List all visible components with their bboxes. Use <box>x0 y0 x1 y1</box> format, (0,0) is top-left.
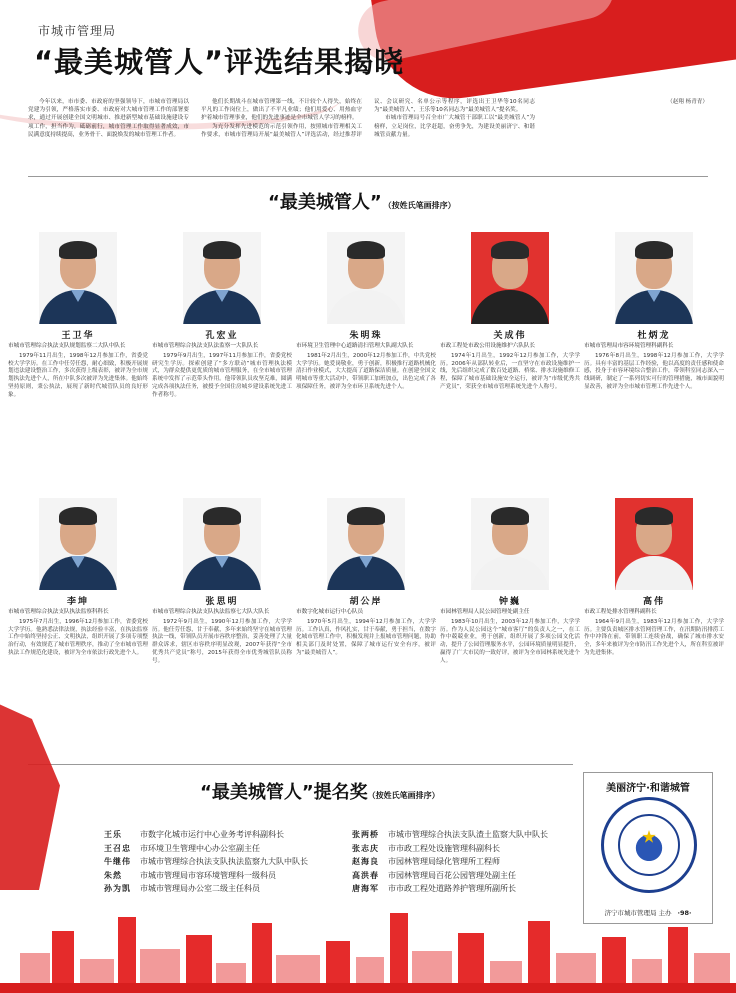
winner-name: 李坤 <box>66 597 89 607</box>
page-number: ·98· <box>677 909 692 917</box>
winner-title: 市政工程处市政公用设施维护六队队长 <box>440 343 536 349</box>
nominees-heading <box>200 778 440 804</box>
page-title: “最美城管人”评选结果揭晓 <box>34 45 405 79</box>
list-item <box>104 842 308 856</box>
nominee-desc: 市数字化城市运行中心业务考评科副科长 <box>140 830 284 839</box>
nominee-name: 朱然 <box>104 870 122 880</box>
winners-heading <box>268 188 456 214</box>
nominee-name: 高洪春 <box>352 870 379 880</box>
emblem-box <box>583 772 713 924</box>
emblem-title: 美丽济宁·和谐城管 <box>606 783 690 794</box>
section-label: 市城市管理局 <box>38 24 117 38</box>
winner-bio: 1983年10月出生，2003年12月参加工作，大学学历。作为人民公园这个“城市客厅”的负责人之一，在工作中兢兢业业，勇于创新，组织开展了多项公园文化活动，提升了公园管理服务水平，公园环境质量明显提升，赢得了广大市民的一致好评，被评为全市园林系统先进个人。 <box>440 618 580 665</box>
nominee-name: 牛继伟 <box>104 857 131 866</box>
winner-title: 市城市管理综合执法支队执法监察七大队大队长 <box>152 609 270 615</box>
winners-heading-note: （按姓氏笔画排序） <box>383 201 456 210</box>
nominee-desc: 市城市管理综合执法支队渣土监察大队中队长 <box>388 830 548 839</box>
winner-card <box>584 232 724 392</box>
nominee-name: 张志庆 <box>352 843 379 853</box>
winner-card <box>440 498 580 666</box>
winner-bio: 1981年2月出生，2000年12月参加工作，中共党校大学学历。她爱岗敬业，勇于创新，积极推行道路机械化清扫作业模式，大大提高了道路保洁质量。在创建全国文明城市等重大活动中，带领职工加班加点，出色完成了各项保障任务，被评为全市环卫系统先进个人。 <box>296 352 436 391</box>
winner-name: 钟巍 <box>498 597 521 607</box>
winner-card <box>152 232 292 400</box>
list-item <box>104 828 308 842</box>
portrait-photo <box>183 232 261 324</box>
portrait-photo <box>327 498 405 590</box>
portrait-photo <box>471 232 549 324</box>
winner-card <box>8 232 148 400</box>
winner-title: 市环境卫生管理中心道路清扫管理大队副大队长 <box>296 343 414 349</box>
divider <box>28 764 573 765</box>
list-item <box>104 869 308 883</box>
nominee-desc: 市城市管理综合执法支队执法监察九大队中队长 <box>140 857 308 866</box>
nominee-desc: 市园林管理局绿化管理所工程师 <box>388 857 500 866</box>
portrait-photo <box>39 232 117 324</box>
winner-title: 市城市管理局市容环境管理科副科长 <box>584 343 674 349</box>
list-item <box>352 882 548 896</box>
nominee-list-right <box>352 828 548 896</box>
winner-name: 朱明珠 <box>349 331 383 341</box>
nominee-desc: 市环境卫生管理中心办公室副主任 <box>140 843 260 853</box>
intro-article <box>28 98 708 160</box>
nominee-name: 唐海军 <box>352 884 379 893</box>
winner-card <box>584 498 724 658</box>
winner-card <box>8 498 148 658</box>
list-item <box>104 855 308 869</box>
winner-name: 王卫华 <box>61 331 95 341</box>
nominee-desc: 市城市管理局市容环境管理科一级科员 <box>140 870 276 880</box>
city-management-seal-icon <box>601 797 697 893</box>
winner-name: 杜炳龙 <box>637 331 671 341</box>
nominee-name: 赵海良 <box>352 857 379 866</box>
list-item <box>352 842 548 856</box>
intro-credit: （赵翔 杨青青） <box>667 99 708 105</box>
winner-title: 市数字化城市运行中心队员 <box>296 609 364 615</box>
city-skyline-decoration <box>0 905 736 993</box>
publisher-label: 济宁市城市管理局 主办 <box>604 909 672 917</box>
winner-name: 高伟 <box>642 597 665 607</box>
winner-card <box>152 498 292 666</box>
winner-card <box>440 232 580 392</box>
nominees-heading-text: “最美城管人”提名奖 <box>200 782 368 803</box>
winner-title: 市城市管理综合执法支队法监察一大队队长 <box>152 343 259 349</box>
nominee-list-left <box>104 828 308 896</box>
portrait-photo <box>39 498 117 590</box>
winner-bio: 1970年5月出生，1994年12月参加工作，大学学历。工作认真，作风扎实，甘于奉献，勇于担当，在数字化城市管理工作中，积极发现并上报城市管理问题，协助相关部门及时处置，保障了城市运行安全有序，被评为“最美城管人”。 <box>296 618 436 657</box>
nominee-name: 孙为凯 <box>104 884 131 893</box>
list-item <box>104 882 308 896</box>
nominee-name: 王乐 <box>104 830 122 839</box>
intro-paragraph: 市城市管理局号召全市广大城管干部职工以“最美城管人”为榜样，立足岗位，比学赶超，奋勇争先，为建设美丽济宁、和谐城管贡献力量。 <box>374 115 535 138</box>
winner-title: 市政工程处排水管理科副科长 <box>584 609 657 615</box>
list-item <box>352 869 548 883</box>
list-item <box>352 855 548 869</box>
nominee-desc: 市园林管理局百花公园管理处副主任 <box>388 870 516 880</box>
winner-bio: 1976年8月出生，1998年12月参加工作，大学学历。具有丰富的基层工作经验，他以高度的责任感和使命感，投身于市容环境综合整治工作，带领科室同志深入一线调研，制定了一系列切实可行的管理措施，城市面貌明显改善，被评为全市城市管理工作先进个人。 <box>584 352 724 391</box>
portrait-photo <box>615 232 693 324</box>
portrait-photo <box>615 498 693 590</box>
portrait-photo <box>471 498 549 590</box>
divider <box>28 176 708 177</box>
intro-paragraph: 他们长期战斗在城市管理第一线，不计较个人得失，始终在平凡的工作岗位上，做出了不平凡业绩；他们用爱心、用热血守护着城市管理事业，他们的先进事迹是全市城管人学习的榜样。 <box>201 99 362 122</box>
red-ribbon-decoration <box>0 700 60 890</box>
intro-paragraph: 为充分发挥先进模范的示范引领作用，按照城市管理相关工作要求，市城市管理局开展“最美城管人”评选活动，经过推荐评议、会议研究、名单公示等程序，评选出王卫华等10名同志为“最美城管人”，王乐等10名同志为“最美城管人”提名奖。 <box>201 99 535 138</box>
winner-name: 关成伟 <box>493 331 527 341</box>
winner-name: 孔宏业 <box>205 331 239 341</box>
winner-bio: 1975年7月出生，1996年12月参加工作，省委党校大学学历。他熟悉法律法规，执法经验丰富，在执法监察工作中始终坚持公正、文明执法，组织开展了多项专项整治行动，有效规范了城市管理秩序，推动了全市城市管理执法工作规范化建设，被评为全市依法行政先进个人。 <box>8 618 148 657</box>
portrait-photo <box>327 232 405 324</box>
winner-title: 市城市管理综合执法支队执法监察科科长 <box>8 609 109 615</box>
winner-name: 胡公岸 <box>349 597 383 607</box>
winners-heading-text: “最美城管人” <box>268 192 382 213</box>
nominee-name: 张两桥 <box>352 830 379 839</box>
portrait-photo <box>183 498 261 590</box>
winner-bio: 1972年9月出生，1990年12月参加工作，大学学历。他任劳任怨，甘于奉献，多年来始终坚守在城市管理执法一线，带领队员开展市容秩序整治，妥善处理了大量群众诉求，辖区市容秩序明显改观，2007年获得“全市优秀共产党员”称号，2015年获得全市优秀城管队员称号。 <box>152 618 292 665</box>
winner-bio: 1964年9月出生，1983年12月参加工作，大学学历。主要负责城区排水管网管理工作，在汛期防汛排涝工作中冲锋在前，带领职工连续奋战，确保了城市排水安全，多年来被评为全市防汛工作先进个人，所在科室被评为先进集体。 <box>584 618 724 657</box>
winner-bio: 1979年9月出生，1997年11月参加工作，省委党校研究生学历。探索创建了“多方联动”城市管理执法模式，为群众提供更优质的城市管理服务，在全市城市管理系统中发挥了示范带头作用。他带领队员攻坚克难，圆满完成各项执法任务，被授予全国住房城乡建设系统先进工作者称号。 <box>152 352 292 399</box>
winner-title: 市城市管理综合执法支队规划监察二大队中队长 <box>8 343 126 349</box>
nominee-desc: 市市政工程处道路养护管理所副所长 <box>388 884 516 893</box>
winner-name: 张思明 <box>205 597 239 607</box>
intro-paragraph: 今年以来，市市委、市政府的坚强领导下，市城市管理局以党建为引领，严格落实市委、市政府对大城市管理工作的部署要求，通过开展创建全国文明城市、推进新型城市基础设施建设专项工作，担当作为，砥砺前行，城市管理工作取得显著成效，市民满意度持续提高，业务骨干、面貌焕发的城市管理工作者。 <box>28 99 189 138</box>
winner-title: 市园林管理局人民公园管理处副主任 <box>440 609 530 615</box>
nominee-name: 王召忠 <box>104 843 131 853</box>
nominees-heading-note: （按姓氏笔画排序） <box>367 791 440 800</box>
list-item <box>352 828 548 842</box>
winner-card <box>296 232 436 392</box>
winner-bio: 1979年11月出生，1998年12月参加工作，省委党校大学学历。在工作中任劳任怨，耐心细致，积极开展规划违法建设整治工作，多次获得上级表彰，被评为全市规划执法先进个人，所在中队多次被评为先进集体。他始终坚持原则，秉公执法，展现了新时代城管队员的良好形象。 <box>8 352 148 399</box>
winner-bio: 1974年1月出生，1992年12月参加工作，大学学历。2006年从部队转业后，一直坚守在市政设施维护一线，先后组织完成了数百处道路、桥梁、排水设施维修工程，保障了城市基础设施安全运行，被评为“市级优秀共产党员”，荣获全市城市管理系统先进个人称号。 <box>440 352 580 391</box>
nominee-desc: 市城市管理局办公室二级主任科员 <box>140 884 260 893</box>
nominee-desc: 市市政工程处设施管理科副科长 <box>388 843 500 853</box>
winner-card <box>296 498 436 658</box>
